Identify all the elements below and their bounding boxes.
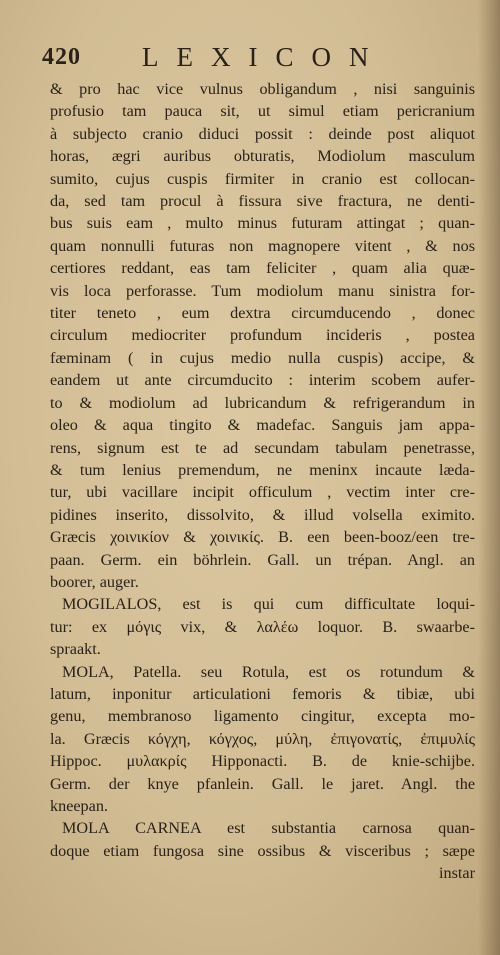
text-line: fæminam ( in cujus medio nulla cuspis) accipe, & — [50, 348, 475, 367]
text-line: certiores reddant, eas tam feliciter , quam alia quæ- — [50, 259, 475, 278]
text-line: Germ. der knye pfanlein. Gall. le jaret. Angl. the — [50, 774, 475, 793]
entry-continuation — [50, 78, 475, 593]
text-line: vis loca perforasse. Tum modiolum manu sinistra for- — [50, 281, 475, 300]
catchword: instar — [439, 864, 475, 883]
text-line: tur: ex μόγις vix, & λαλέω loquor. B. swaarbe- — [50, 617, 475, 636]
text-line: & tum lenius premendum, ne meninx incaute læda- — [50, 460, 475, 479]
text-line: genu, membranoso ligamento cingitur, excepta mo- — [50, 707, 475, 726]
text-line: eandem ut ante circumducito : interim scobem aufer- — [50, 371, 475, 390]
text-line: doque etiam fungosa sine ossibus & visceribus ; sæpe — [50, 841, 475, 860]
text-line: pidines inserito, dissolvito, & illud volsella eximito. — [50, 505, 475, 524]
entry-headword-line: MOLA CARNEA est substantia carnosa quan- — [62, 819, 475, 838]
text-line: tur, ubi vacillare incipit officulum , vectim inter cre- — [50, 483, 475, 502]
text-line: Græcis χοινικίον & χοινικίς. B. een been-booz/een tre- — [50, 528, 475, 547]
text-line: à subjecto cranio diduci possit : deinde post aliquot — [50, 124, 475, 143]
text-line: oleo & aqua tingito & madefac. Sanguis jam appa- — [50, 416, 475, 435]
entry-headword-line: MOLA, Patella. seu Rotula, est os rotundum & — [62, 662, 475, 681]
entry-mola-carnea — [50, 817, 475, 884]
text-line: la. Græcis κόγχη, κόγχος, μύλη, ἐπιγονατίς, ἐπιμυλίς — [50, 729, 475, 748]
text-line: boorer, auger. — [50, 572, 139, 591]
text-line: sumito, cujus cuspis firmiter in cranio est collocan- — [50, 169, 475, 188]
text-line: Hippoc. μυλακρίς Hipponacti. B. de knie-schijbe. — [50, 752, 475, 771]
text-line: circulum mediocriter profundum incideris , postea — [50, 326, 475, 345]
entry-mola — [50, 661, 475, 818]
text-line: paan. Germ. ein böhrlein. Gall. un trépan. Angl. an — [50, 550, 475, 569]
entry-mogilalos — [50, 593, 475, 660]
page-gutter-shadow — [478, 0, 500, 955]
page-header — [42, 40, 462, 74]
text-line: quam nonnulli futuras non magnopere vitent , & nos — [50, 236, 475, 255]
text-line: rens, signum est te ad secundam tabulam penetrasse, — [50, 438, 475, 457]
page-text — [50, 78, 475, 885]
text-line: horas, ægri auribus obturatis, Modiolum masculum — [50, 147, 475, 166]
text-line: profusio tam pauca sit, ut simul etiam pericranium — [50, 102, 475, 121]
text-line: bus suis eam , multo minus futuram attingat ; quan- — [50, 214, 475, 233]
page-number: 420 — [42, 44, 81, 70]
text-line: & pro hac vice vulnus obligandum , nisi sanguinis — [50, 80, 475, 98]
text-line: latum, inponitur articulationi femoris & tibiæ, ubi — [50, 684, 475, 703]
text-line: kneepan. — [50, 797, 108, 815]
text-line: da, sed tam procul à fissura sive fractura, ne denti- — [50, 192, 475, 211]
entry-headword-line: MOGILALOS, est is qui cum difficultate loqui- — [62, 595, 475, 614]
text-line: spraakt. — [50, 640, 101, 659]
text-line: to & modiolum ad lubricandum & refrigerandum in — [50, 393, 475, 412]
running-title: LEXICON — [142, 42, 387, 72]
text-line: titer teneto , eum dextra circumducendo , donec — [50, 304, 475, 323]
